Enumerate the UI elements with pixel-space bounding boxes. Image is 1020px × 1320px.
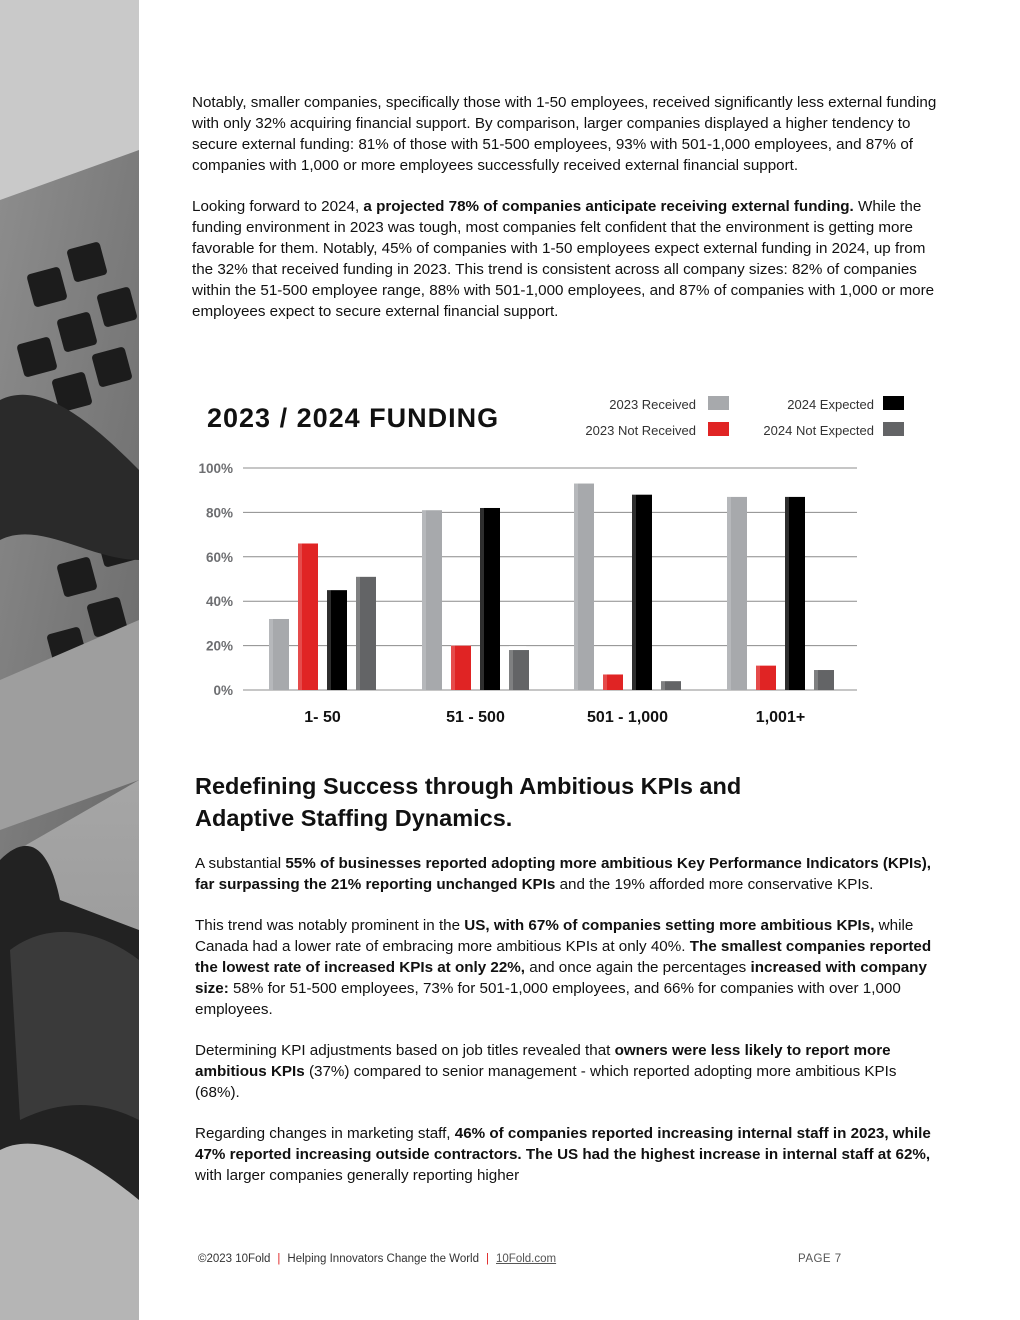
footer-website-link[interactable]: 10Fold.com [496, 1253, 557, 1265]
footer-separator: | [486, 1253, 489, 1265]
y-tick-label: 40% [205, 594, 233, 610]
bar [480, 504, 500, 690]
bar-highlight [451, 646, 455, 690]
bold-text-run: increased with company size: [195, 959, 927, 997]
bar-highlight [785, 497, 789, 690]
bar [356, 573, 376, 690]
text-run: Looking forward to 2024, [192, 198, 364, 215]
bar [632, 491, 652, 690]
bar-highlight [632, 495, 636, 690]
bar-cap [422, 506, 442, 510]
bar-cap [727, 493, 747, 497]
text-run: Determining KPI adjustments based on job titles revealed that [195, 1042, 615, 1059]
page-number: PAGE 7 [798, 1253, 842, 1265]
y-tick-label: 80% [205, 505, 233, 521]
bar-cap [785, 493, 805, 497]
bar [661, 677, 681, 690]
bold-text-run: US, with 67% of companies setting more ambitious KPIs, [464, 917, 875, 934]
bar-cap [509, 646, 529, 650]
bar [451, 642, 471, 690]
bar-highlight [422, 510, 426, 690]
text-run: This trend was notably prominent in the [195, 917, 465, 934]
chart-bars [269, 480, 834, 690]
legend-swatch [883, 422, 904, 436]
text-run: 58% for 51-500 employees, 73% for 501-1,000 employees, and 66% for companies with over 1,000 employees. [195, 980, 901, 1018]
text-run: While the funding environment in 2023 was tough, most companies felt confident that the environment is getting more favorable for them. Notably, 45% of companies with 1-50 employees expect external funding in 2024, up from the 32% that received funding in 2023. This trend is consistent across all company sizes: 82% of companies within the 51-500 employee range, 88% with 501-1,000 employees, and 87% of companies with 1,000 or more employees expect to secure external financial support. [192, 198, 935, 320]
text-run: A substantial [195, 855, 286, 872]
bar-cap [356, 573, 376, 577]
chart-title: 2023 / 2024 FUNDING [207, 403, 500, 433]
bold-text-run: 55% of businesses reported adopting more ambitious Key Performance Indicators (KPIs), far surpassing the 21% reporting unchanged KPIs [195, 855, 931, 893]
bar-highlight [480, 508, 484, 690]
bar-cap [756, 662, 776, 666]
y-tick-label: 60% [205, 549, 233, 565]
intro-text [192, 92, 942, 342]
bold-text-run: The smallest companies reported the lowest rate of increased KPIs at only 22%, [195, 938, 932, 976]
bar-cap [574, 480, 594, 484]
legend-label: 2023 Not Received [585, 423, 696, 438]
bar [422, 506, 442, 690]
bar-highlight [814, 670, 818, 690]
bold-text-run: The US had the highest increase in internal staff at 62%, [525, 1146, 931, 1163]
bar-highlight [727, 497, 731, 690]
footer-copyright: ©2023 10Fold [198, 1253, 271, 1265]
kpi-paragraph-3 [195, 1040, 945, 1103]
bar [603, 670, 623, 690]
kpi-paragraph-1 [195, 853, 945, 895]
bold-text-run: a projected 78% of companies anticipate receiving external funding. [363, 198, 854, 215]
kpi-text [195, 853, 945, 1206]
bar [509, 646, 529, 690]
bar [785, 493, 805, 690]
bar-highlight [298, 543, 302, 690]
bar-highlight [603, 674, 607, 690]
bar-cap [298, 539, 318, 543]
side-photo [0, 0, 139, 1320]
text-run: Regarding changes in marketing staff, [195, 1125, 455, 1142]
bar [327, 586, 347, 690]
x-category-label: 1- 50 [304, 709, 341, 726]
x-category-label: 501 - 1,000 [587, 709, 668, 726]
page-footer [198, 1253, 858, 1265]
bar-highlight [574, 484, 578, 690]
legend-label: 2024 Expected [787, 397, 874, 412]
legend-label: 2023 Received [609, 397, 696, 412]
text-run: and the 19% afforded more conservative KPIs. [555, 876, 874, 893]
bar-cap [661, 677, 681, 681]
bold-text-run: owners were less likely to report more ambitious KPIs [195, 1042, 891, 1080]
text-run: with larger companies generally reporting higher [195, 1167, 520, 1184]
intro-paragraph-1 [192, 92, 942, 176]
y-tick-label: 100% [198, 461, 233, 476]
footer-tagline: Helping Innovators Change the World [287, 1253, 479, 1265]
text-run: while Canada had a lower rate of embracing more ambitious KPIs at only 40%. [195, 917, 914, 955]
bold-text-run: 46% of companies reported increasing internal staff in 2023, while 47% reported increasing outside contractors. [195, 1125, 931, 1163]
bar-highlight [327, 590, 331, 690]
bar-highlight [269, 619, 273, 690]
bar-cap [603, 670, 623, 674]
bar-cap [480, 504, 500, 508]
bar-cap [327, 586, 347, 590]
legend-swatch [708, 422, 729, 436]
bar-highlight [509, 650, 513, 690]
text-run: (37%) compared to senior management - which reported adopting more ambitious KPIs (68%). [195, 1063, 897, 1101]
bar-cap [814, 666, 834, 670]
laptop-keyboard-photo-icon [0, 0, 139, 1320]
section-heading: Redefining Success through Ambitious KPIs and Adaptive Staffing Dynamics. [195, 773, 742, 831]
bar-cap [632, 491, 652, 495]
chart-legend [585, 396, 904, 438]
x-category-label: 1,001+ [755, 709, 806, 726]
kpi-paragraph-4 [195, 1123, 945, 1186]
bar-cap [451, 642, 471, 646]
bar [756, 662, 776, 690]
intro-paragraph-2 [192, 196, 942, 322]
legend-swatch [708, 396, 729, 410]
bar-highlight [661, 681, 665, 690]
bar [814, 666, 834, 690]
text-run: Notably, smaller companies, specifically those with 1-50 employees, received significantly less external funding with only 32% acquiring financial support. By comparison, larger companies displayed a higher tendency to secure external funding: 81% of those with 51-500 employees, 93% with 501-1,000 employees, and 87% of companies with 1,000 or more employees successfully received external financial support. [192, 94, 937, 174]
bar-highlight [756, 666, 760, 690]
y-tick-label: 20% [205, 638, 233, 654]
chart-category-labels [304, 709, 805, 726]
x-category-label: 51 - 500 [446, 709, 505, 726]
funding-chart [185, 385, 920, 735]
legend-label: 2024 Not Expected [763, 423, 874, 438]
footer-separator: | [277, 1253, 281, 1265]
kpi-paragraph-2 [195, 915, 945, 1020]
bar-highlight [356, 577, 360, 690]
y-tick-label: 0% [213, 683, 233, 698]
bar-cap [269, 615, 289, 619]
funding-bar-chart [185, 385, 920, 735]
bar [727, 493, 747, 690]
bar [298, 539, 318, 690]
legend-swatch [883, 396, 904, 410]
text-run: and once again the percentages [525, 959, 751, 976]
bar [574, 480, 594, 690]
bar [269, 615, 289, 690]
